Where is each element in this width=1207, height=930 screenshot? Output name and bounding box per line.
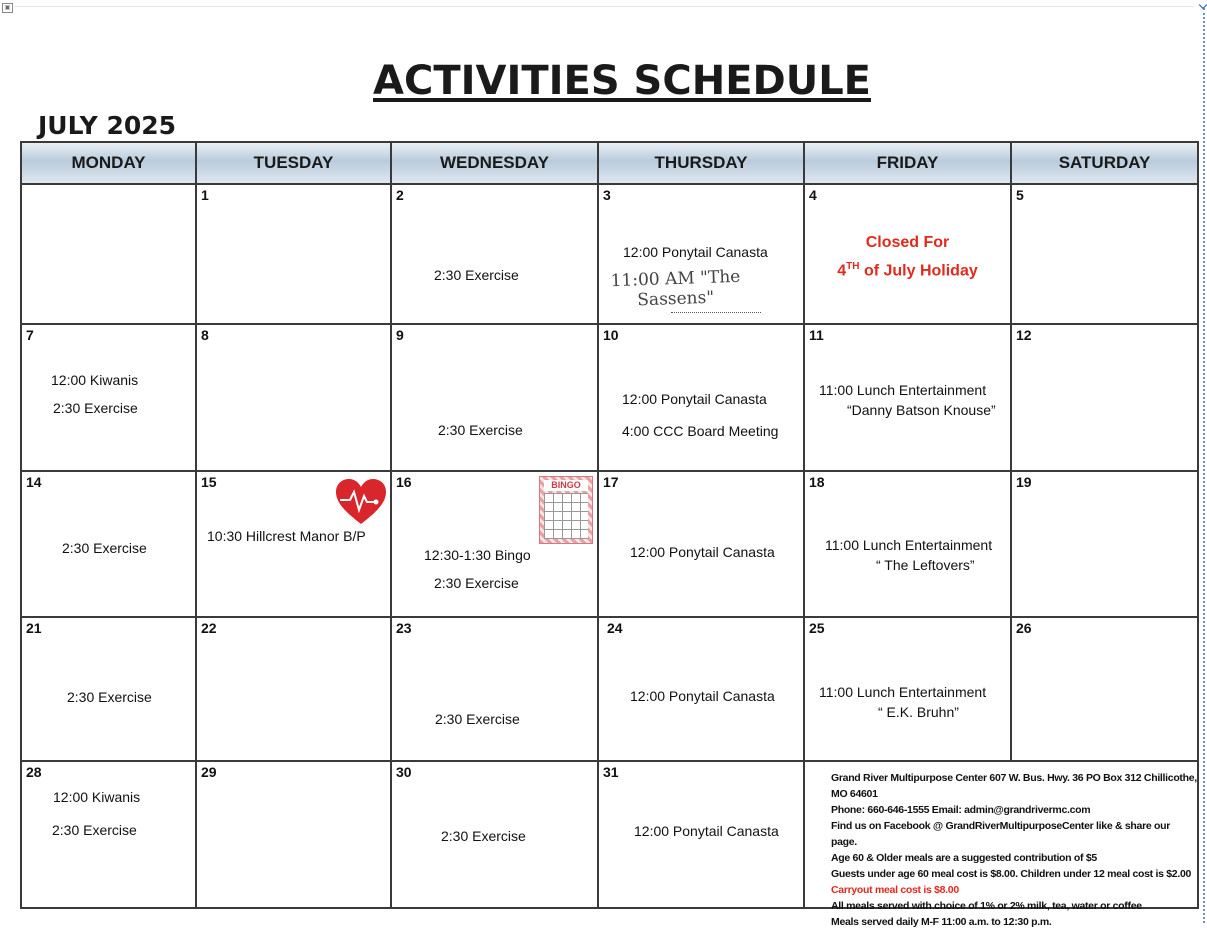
day-cell-19 [1011, 471, 1198, 617]
day-number: 7 [26, 326, 34, 343]
day-cell-4 [804, 184, 1011, 324]
month-label: JULY 2025 [38, 111, 177, 140]
event-exercise: 2:30 Exercise [67, 688, 152, 705]
event-exercise: 2:30 Exercise [438, 421, 523, 438]
day-cell-2 [391, 184, 598, 324]
day-cell-29 [196, 761, 391, 908]
bingo-card-label: BINGO [544, 480, 588, 491]
day-cell-12 [1011, 324, 1198, 472]
day-number: 3 [603, 187, 611, 203]
event-ponytail-canasta: 12:00 Ponytail Canasta [622, 390, 767, 407]
holiday-text: of July Holiday [859, 262, 978, 280]
day-cell-23 [391, 617, 598, 762]
day-number: 4 [809, 187, 817, 203]
header-wednesday: WEDNESDAY [391, 142, 598, 184]
page-edge-marker [1203, 8, 1205, 923]
day-number: 11 [809, 326, 824, 343]
info-senior-meal: Age 60 & Older meals are a suggested contribution of $5 [831, 852, 1097, 865]
event-bingo: 12:30-1:30 Bingo [424, 547, 531, 564]
handwritten-scribble [671, 312, 761, 321]
holiday-number: 4 [837, 262, 847, 280]
day-number: 14 [26, 474, 42, 491]
week-row-3 [21, 471, 1198, 617]
day-cell-8 [196, 324, 391, 472]
week-row-1 [21, 184, 1198, 324]
day-number: 22 [201, 619, 217, 636]
day-number: 31 [603, 764, 619, 781]
day-cell-26 [1011, 617, 1198, 762]
event-lunch-entertainment: 11:00 Lunch Entertainment [825, 537, 993, 554]
info-address: Grand River Multipurpose Center 607 W. Bus. Hwy. 36 PO Box 312 Chillicothe, MO 64601 [831, 772, 1197, 801]
day-cell-empty [21, 184, 196, 324]
info-guest-meal: Guests under age 60 meal cost is $8.00. Children under 12 meal cost is $2.00 [831, 868, 1192, 881]
calendar-grid [20, 141, 1199, 929]
event-kiwanis: 12:00 Kiwanis [51, 371, 139, 388]
event-exercise: 2:30 Exercise [435, 710, 520, 727]
day-cell-1 [196, 184, 391, 324]
day-number: 30 [396, 764, 412, 781]
weekday-header-row [21, 142, 1198, 184]
event-lunch-entertainment: 11:00 Lunch Entertainment [819, 683, 987, 700]
event-ponytail-canasta: 12:00 Ponytail Canasta [630, 544, 775, 561]
day-number: 28 [26, 764, 42, 781]
handwritten-line: 11:00 AM "The [610, 266, 741, 292]
day-number: 2 [396, 187, 404, 203]
day-number: 24 [607, 619, 623, 636]
image-placeholder-icon: ▣ [2, 3, 13, 13]
day-cell-3 [598, 184, 804, 324]
day-cell-30 [391, 761, 598, 908]
event-performer: “ E.K. Bruhn” [878, 703, 959, 720]
center-info [831, 770, 1197, 930]
day-cell-21 [21, 617, 196, 762]
day-cell-5 [1011, 184, 1198, 324]
day-number: 17 [603, 474, 619, 491]
event-ponytail-canasta: 12:00 Ponytail Canasta [634, 823, 779, 840]
info-drinks: All meals served with choice of 1% or 2% milk, tea, water or coffee [831, 900, 1142, 913]
page-title: ACTIVITIES SCHEDULE [373, 58, 872, 104]
day-cell-15 [196, 471, 391, 617]
day-cell-31 [598, 761, 804, 908]
day-number: 15 [201, 474, 217, 491]
header-monday: MONDAY [21, 142, 196, 184]
center-info-cell [804, 761, 1198, 929]
info-carryout: Carryout meal cost is $8.00 [831, 884, 959, 897]
day-cell-16 [391, 471, 598, 617]
day-cell-7 [21, 324, 196, 472]
day-number: 23 [396, 619, 412, 636]
event-lunch-entertainment: 11:00 Lunch Entertainment [819, 381, 987, 398]
handwritten-line: Sassens" [637, 287, 715, 311]
holiday-superscript: TH [846, 261, 860, 272]
day-cell-17 [598, 471, 804, 617]
event-ponytail-canasta: 12:00 Ponytail Canasta [623, 244, 768, 260]
day-cell-10 [598, 324, 804, 472]
event-hillcrest-bp: 10:30 Hillcrest Manor B/P [207, 528, 366, 545]
day-number: 16 [396, 474, 412, 491]
heart-rate-icon [334, 478, 388, 526]
handwritten-note [610, 267, 741, 312]
day-number: 12 [1016, 326, 1032, 343]
top-divider [14, 6, 1194, 7]
week-row-2 [21, 324, 1198, 472]
day-number: 25 [809, 619, 825, 636]
event-exercise: 2:30 Exercise [434, 267, 519, 283]
header-saturday: SATURDAY [1011, 142, 1198, 184]
header-thursday: THURSDAY [598, 142, 804, 184]
bingo-card-grid [544, 493, 588, 539]
bingo-card-icon [539, 476, 593, 544]
info-contact: Phone: 660-646-1555 Email: admin@grandrivermc.com [831, 804, 1091, 817]
holiday-line: Closed For [865, 234, 950, 251]
event-exercise: 2:30 Exercise [53, 399, 138, 416]
day-number: 9 [396, 326, 404, 343]
day-cell-25 [804, 617, 1011, 762]
week-row-4 [21, 617, 1198, 762]
day-number: 5 [1016, 187, 1024, 203]
event-kiwanis: 12:00 Kiwanis [53, 789, 141, 806]
day-cell-14 [21, 471, 196, 617]
header-tuesday: TUESDAY [196, 142, 391, 184]
header-friday: FRIDAY [804, 142, 1011, 184]
day-number: 10 [603, 326, 619, 343]
day-number: 29 [201, 764, 217, 781]
event-exercise: 2:30 Exercise [52, 822, 137, 839]
day-number: 8 [201, 326, 209, 343]
holiday-line [805, 255, 1010, 283]
day-cell-24 [598, 617, 804, 762]
day-cell-11 [804, 324, 1011, 472]
event-ponytail-canasta: 12:00 Ponytail Canasta [630, 687, 775, 704]
week-row-5 [21, 761, 1198, 908]
day-cell-9 [391, 324, 598, 472]
day-number: 19 [1016, 474, 1032, 491]
day-number: 1 [201, 187, 209, 203]
corner-check-icon [1199, 1, 1207, 9]
event-performer: “Danny Batson Knouse” [847, 401, 996, 418]
info-facebook: Find us on Facebook @ GrandRiverMultipurposeCenter like & share our page. [831, 820, 1171, 849]
holiday-closed-notice [805, 231, 1010, 283]
event-exercise: 2:30 Exercise [434, 575, 519, 592]
day-number: 18 [809, 474, 825, 491]
day-number: 26 [1016, 619, 1032, 636]
day-cell-22 [196, 617, 391, 762]
event-performer: “ The Leftovers” [876, 557, 975, 574]
info-meal-hours: Meals served daily M-F 11:00 a.m. to 12:30 p.m. [831, 916, 1052, 929]
event-exercise: 2:30 Exercise [62, 540, 147, 557]
day-number: 21 [26, 619, 42, 636]
event-board-meeting: 4:00 CCC Board Meeting [622, 422, 779, 439]
day-cell-18 [804, 471, 1011, 617]
event-exercise: 2:30 Exercise [441, 828, 526, 845]
day-cell-28 [21, 761, 196, 908]
